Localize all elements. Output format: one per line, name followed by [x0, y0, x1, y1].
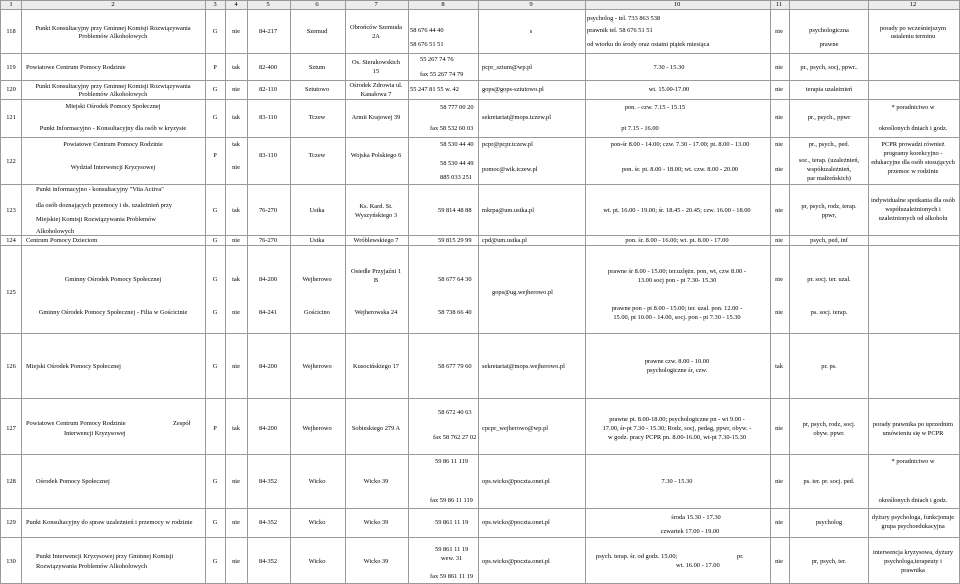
institution-name: Problemów Alkoholowych: [78, 91, 148, 98]
cell-hours: w godz. pracy PCPR pn. 8.00-16.00, wt-pt 7.30-15.30: [607, 434, 747, 441]
cell-fax: fax 59 861 11 19: [430, 573, 474, 580]
cell-type: G: [212, 86, 218, 93]
row-number: 120: [6, 86, 16, 93]
cell-zip: 84-241: [258, 309, 278, 316]
cell-hours: prawne czw. 8.00 - 10.00: [644, 358, 710, 365]
cell-hours: psycholog - tel. 733 863 538: [587, 15, 661, 22]
cell-notes: przemoc w rodzinie: [887, 168, 939, 175]
cell-zip: 76-270: [258, 207, 278, 214]
column-header: 2: [111, 1, 115, 8]
cell-email: pcpr_sztum@wp.pl: [482, 64, 533, 71]
cell-address: Osiedle Przyjaźni 1: [350, 268, 402, 275]
cell-zip: 84-217: [258, 28, 278, 35]
cell-zip: 76-270: [258, 237, 278, 244]
cell-phone: 59 86 11 119: [435, 458, 469, 465]
cell-address: Obrońców Szemuda: [350, 24, 402, 31]
cell-flag: nie: [232, 363, 240, 370]
cell-notes: współuzależnionych i: [885, 206, 941, 213]
grid-line-v: [789, 0, 790, 584]
institution-name: Powiatowe Centrum Pomocy Rodzinie: [63, 141, 163, 148]
column-header: 7: [374, 1, 378, 8]
cell-notes: porady po wcześniejszym: [879, 25, 947, 32]
institution-name: Powiatowe Centrum Pomocy Rodzinie: [26, 64, 126, 71]
cell-email: ops.wicko@poczta.onet.pl: [482, 519, 550, 526]
cell-flag: tak: [232, 114, 240, 121]
institution-name: Punkt Interwencji Kryzysowej przy Gminnej Komisji: [36, 553, 174, 560]
cell-type: G: [212, 114, 218, 121]
cell-email: ops.wicko@poczta.onet.pl: [482, 558, 550, 565]
cell-hours: psych. terap. śr. od godz. 15.00;: [596, 553, 678, 560]
cell-col10: nie: [775, 64, 783, 71]
cell-address: Wejherowska 24: [354, 309, 398, 316]
cell-zip: 84-200: [258, 276, 278, 283]
cell-notes: edukacyjne dla osób stosujących: [871, 159, 955, 166]
grid-line-h: [0, 398, 960, 399]
cell-flag: nie: [232, 478, 240, 485]
cell-notes: programy korekcyjno -: [883, 150, 943, 157]
cell-address: B: [373, 277, 379, 284]
cell-phone: 58 677 79 60: [438, 363, 472, 370]
cell-flag: nie: [232, 237, 240, 244]
cell-fax: fax 59 86 11 119: [430, 497, 473, 504]
grid-line-h: [0, 53, 960, 54]
cell-zip: 83-110: [259, 114, 277, 121]
cell-type: G: [212, 478, 218, 485]
cell-flag: nie: [232, 309, 240, 316]
cell-help-type: pr., psych., ppwr: [807, 114, 851, 121]
cell-email: gops@gops-sztutowo.pl: [482, 86, 544, 93]
column-header: 9: [529, 1, 533, 8]
row-number: 122: [6, 158, 16, 165]
cell-email: pcpr@pcpr.tczew.pl: [482, 141, 533, 148]
cell-col10: tak: [775, 363, 783, 370]
cell-help-type: soc., terap. (uzależnień,: [798, 157, 860, 164]
grid-line-v: [770, 0, 771, 584]
column-header: 4: [234, 1, 238, 8]
cell-fax: fax 58 762 27 02: [433, 434, 477, 441]
cell-notes: umówieniu się w PCPR: [882, 430, 944, 437]
institution-name: Miejski Ośrodek Pomocy Społecznej: [65, 103, 161, 110]
institution-name: Miejski Ośrodek Pomocy Społecznej: [26, 363, 121, 370]
cell-help-type: pr., psych, socj, ppwr..: [800, 64, 858, 71]
cell-address: 15: [372, 68, 380, 75]
cell-hours: wt. pt. 16.00 - 19.00; śr. 18.45 - 20.45; czw. 16.00 - 18.00: [603, 207, 751, 214]
cell-address: 2A: [372, 33, 380, 40]
cell-phone: 58 530 44 40: [440, 141, 474, 148]
cell-email: gops@ug.wejherowo.pl: [492, 289, 553, 296]
cell-address: Kusocińskiego 17: [353, 363, 399, 370]
grid-line-v: [225, 0, 226, 584]
cell-notes: określonych dniach i godz.: [878, 497, 948, 504]
cell-notes: prawnika: [901, 567, 925, 574]
cell-city: Wejherowo: [302, 425, 332, 432]
cell-phone: 55 247 81 55 w. 42: [410, 86, 459, 93]
cell-hours: 15.00, pt 10.00 - 14.00, socj. pon - pt 7.30 - 15.30: [613, 314, 741, 321]
row-number: 130: [6, 558, 16, 565]
institution-name: Alkoholowych: [36, 228, 74, 235]
column-header: 6: [315, 1, 319, 8]
cell-phone: 58 672 40 63: [438, 409, 472, 416]
cell-help-type: pr, psych, ter.: [811, 558, 847, 565]
cell-col10: nie: [775, 114, 783, 121]
cell-phone: 58 676 44 40: [410, 27, 444, 34]
cell-col10: nie: [775, 519, 783, 526]
cell-hours: prawne śr 8.00 - 15.00; ter.uzlężn. pon, wt, czw 8.00 -: [608, 268, 746, 275]
cell-help-type: pr. ps.: [821, 363, 837, 370]
cell-help-type: psycholog: [815, 519, 843, 526]
cell-notes: * poradnictwo w: [891, 104, 935, 111]
cell-notes: porady prawnika po uprzednim: [872, 421, 954, 428]
cell-flag: nie: [232, 164, 240, 171]
cell-help-type: prawne: [819, 41, 839, 48]
institution-name: Ośrodek Pomocy Społecznej: [36, 478, 110, 485]
cell-city: Wejherowo: [302, 276, 332, 283]
grid-line-h: [0, 508, 960, 509]
cell-address: Os. Sierakowskich: [352, 59, 400, 66]
institution-name: Gminny Ośrodek Pomocy Społecznej - Filia w Gościcinie: [38, 309, 188, 316]
cell-type: G: [212, 28, 218, 35]
cell-address: Sobieskiego 279 A: [351, 425, 401, 432]
cell-zip: 84-352: [258, 519, 278, 526]
grid-line-h: [0, 333, 960, 334]
cell-address: Ks. Kard. St.: [359, 203, 393, 210]
cell-email: sekretariat@mops.tczew.pl: [482, 114, 551, 121]
institution-name-extra: Zespół: [173, 420, 191, 427]
grid-line-v: [21, 0, 22, 584]
cell-hours: wt. 16.00 - 17.00: [676, 562, 720, 569]
cell-type: G: [212, 519, 218, 526]
cell-phone: 58 677 64 30: [438, 276, 472, 283]
institution-name: Punkt Konsultacyjny przy Gminnej Komisji Rozwiązywania: [35, 25, 191, 32]
cell-city: Ustka: [309, 207, 325, 214]
institution-name: Punkt Konsultacyjny do spraw uzależnień i przemocy w rodzinie: [26, 519, 193, 526]
grid-line-h: [0, 99, 960, 100]
cell-phone: 59 861 11 19: [435, 546, 469, 553]
cell-address: Ośrodek Zdrowia ul.: [349, 82, 403, 89]
cell-hours: od wtorku do środy oraz ostatni piątek miesiąca: [587, 41, 710, 48]
institution-name: Punkt Konsultacyjny przy Gminnej Komisji Rozwiązywania: [35, 83, 191, 90]
institution-name: Powiatowe Centrum Pomocy Rodzinie: [26, 420, 126, 427]
cell-phone: 58 777 00 20: [440, 104, 474, 111]
cell-type: G: [212, 276, 218, 283]
institution-name: Punkt informacyjno - konsultacyjny "Vita Activa": [36, 186, 164, 193]
cell-hours: pon. - czw. 7.15 - 15.15: [624, 104, 686, 111]
grid-line-v: [868, 0, 869, 584]
cell-address: Kanałowa 7: [360, 91, 392, 98]
cell-help-type: ps. ter. pr. socj. ped.: [803, 478, 855, 485]
cell-flag: tak: [232, 64, 240, 71]
cell-help-type: pr, psych, rodz, socj.: [802, 421, 856, 428]
cell-type: G: [212, 237, 218, 244]
cell-zip: 84-200: [258, 425, 278, 432]
institution-name: Wydział Interwencji Kryzysowej: [70, 164, 156, 171]
cell-notes: grupa psychoedukacyjna: [881, 523, 945, 530]
cell-city: Wejherowo: [302, 363, 332, 370]
cell-col10: nie: [775, 237, 783, 244]
grid-line-v: [0, 0, 1, 584]
cell-email: pomoc@wik.tczew.pl: [482, 166, 538, 173]
cell-city: Sztum: [308, 64, 326, 71]
institution-name: Interwencji Kryzysowej: [64, 430, 126, 437]
cell-notes: interwencja kryzysowa, dyżury: [872, 549, 954, 556]
cell-col10: nie: [775, 478, 783, 485]
cell-email: s: [529, 28, 533, 35]
cell-address: Wyszyńskiego 3: [354, 212, 398, 219]
cell-help-type: obyw. ppwr.: [813, 430, 845, 437]
cell-hours: czwartek 17.00 - 19.00: [660, 528, 720, 535]
cell-help-type: ppwr,: [821, 212, 837, 219]
cell-notes: * poradnictwo w: [891, 458, 935, 465]
institution-name: Centrum Pomocy Dzieciom: [26, 237, 98, 244]
grid-line-v: [247, 0, 248, 584]
cell-phone: 885 033 251: [440, 174, 472, 181]
cell-city: Szemud: [306, 28, 328, 35]
cell-hours: psychologiczne śr, czw.: [646, 367, 708, 374]
cell-phone: 55 267 74 76: [420, 56, 454, 63]
cell-phone: 58 738 66 40: [438, 309, 472, 316]
grid-line-h: [0, 245, 960, 246]
cell-help-type: par małżeńskich): [807, 175, 851, 182]
cell-city: Gościcino: [304, 309, 330, 316]
cell-hours: środa 15.30 - 17.30: [671, 514, 721, 521]
cell-email: sekretariat@mops.wejherowo.pl: [482, 363, 565, 370]
cell-col10: nie: [775, 141, 783, 148]
cell-phone: 58 530 44 49: [440, 160, 474, 167]
cell-type: G: [212, 207, 218, 214]
cell-flag: tak: [232, 276, 240, 283]
grid-line-v: [585, 0, 586, 584]
cell-phone: wew. 31: [441, 555, 463, 562]
column-header: 10: [673, 1, 681, 8]
cell-city: Wicko: [308, 478, 326, 485]
cell-flag: tak: [232, 425, 240, 432]
cell-col10: nie: [775, 276, 783, 283]
cell-notes: psychologa,terapeuty i: [884, 558, 942, 565]
cell-zip: 82-110: [259, 86, 277, 93]
cell-flag: nie: [232, 28, 240, 35]
grid-line-h: [0, 537, 960, 538]
cell-zip: 83-110: [259, 152, 277, 159]
grid-line-v: [290, 0, 291, 584]
cell-city: Ustka: [309, 237, 325, 244]
cell-notes: określonych dniach i godz.: [878, 125, 948, 132]
cell-flag: nie: [232, 558, 240, 565]
cell-flag: nie: [232, 86, 240, 93]
cell-col10: nie: [775, 166, 783, 173]
cell-hours: pon. śr. pt. 8.00 - 18.00; wt. czw. 8.00 - 20.00: [621, 166, 739, 173]
cell-hours: 7.30 - 15.30: [661, 478, 693, 485]
cell-type: G: [212, 558, 218, 565]
cell-notes: PCPR prowadzi również: [881, 141, 945, 148]
cell-address: Wróblewskiego 7: [353, 237, 399, 244]
institution-name: dla osób doznających przemocy i ds. uzależnień przy: [36, 202, 172, 209]
cell-phone: 59 861 11 19: [435, 519, 469, 526]
cell-email: cpd@um.ustka.pl: [482, 237, 527, 244]
grid-line-v: [345, 0, 346, 584]
institution-name: Miejskiej Komisji Rozwiązywania Problemów: [36, 216, 156, 223]
row-number: 118: [6, 28, 16, 35]
cell-hours: pon. śr. 8.00 - 16.00; wt. pt. 8.00 - 17.00: [625, 237, 729, 244]
grid-line-h: [0, 137, 960, 138]
cell-help-type: współuzależnień,: [806, 166, 852, 173]
cell-col10: nie: [775, 28, 783, 35]
cell-city: Sztutowo: [304, 86, 330, 93]
cell-hours: pon-śr 8.00 - 14.00; czw. 7.30 - 17.00; pt. 8.00 - 13.00: [610, 141, 750, 148]
column-header-band: [0, 0, 960, 9]
cell-flag: nie: [232, 519, 240, 526]
column-header: 5: [266, 1, 270, 8]
cell-email: cpcpr_wejherowo@wp.pl: [482, 425, 549, 432]
cell-phone: 59 814 48 88: [438, 207, 472, 214]
row-number: 128: [6, 478, 16, 485]
cell-zip: 84-200: [258, 363, 278, 370]
column-header: 3: [213, 1, 217, 8]
cell-city: Tczew: [308, 114, 326, 121]
cell-hours: pr.: [737, 553, 744, 560]
grid-line-v: [205, 0, 206, 584]
cell-flag: tak: [232, 207, 240, 214]
cell-help-type: pr, psych, rodz, terap.: [801, 203, 857, 210]
cell-help-type: terapia uzależnień: [805, 86, 853, 93]
row-number: 124: [6, 237, 16, 244]
row-number: 123: [6, 207, 16, 214]
cell-hours: wt. 15.00-17.00: [648, 86, 690, 93]
cell-flag: tak: [232, 141, 240, 148]
row-number: 121: [6, 114, 16, 121]
row-number: 119: [6, 64, 16, 71]
grid-line-v: [478, 0, 479, 584]
cell-zip: 84-352: [258, 478, 278, 485]
cell-fax: fax 58 532 60 03: [430, 125, 474, 132]
cell-type: P: [213, 425, 217, 432]
cell-col10: nie: [775, 207, 783, 214]
institution-name: Gminny Ośrodek Pomocy Społecznej: [64, 276, 162, 283]
cell-col10: nie: [775, 558, 783, 565]
cell-hours: prawne pon - pt 8.00 - 15.00; ter. uzal. pon. 12.00 -: [611, 305, 743, 312]
grid-line-v: [408, 0, 409, 584]
cell-zip: 84-352: [258, 558, 278, 565]
cell-address: Wojska Polskiego 6: [350, 152, 402, 159]
column-header: 8: [441, 1, 445, 8]
grid-line-h: [0, 235, 960, 236]
cell-city: Wicko: [308, 519, 326, 526]
cell-phone: 59 815 29 99: [438, 237, 472, 244]
row-number: 129: [6, 519, 16, 526]
grid-line-h: [0, 454, 960, 455]
grid-line-h: [0, 80, 960, 81]
cell-address: Wicko 39: [363, 478, 389, 485]
cell-zip: 82-400: [258, 64, 278, 71]
cell-address: Wicko 39: [363, 558, 389, 565]
row-number: 126: [6, 363, 16, 370]
cell-notes: indywidualne spotkania dla osób: [871, 197, 955, 204]
cell-email: mkrpa@um.ustka.pl: [482, 207, 535, 214]
cell-help-type: ps. socj. terap.: [810, 309, 848, 316]
cell-notes: ustaleniu terminu: [890, 33, 936, 40]
cell-address: Wicko 39: [363, 519, 389, 526]
cell-hours: prawne pt. 8.00-18.00; psychologiczne pn - wt 9.00 -: [609, 416, 745, 423]
cell-help-type: pr., psych., ped.: [808, 141, 850, 148]
cell-address: Armii Krajowej 39: [351, 114, 401, 121]
grid-line-h: [0, 9, 960, 10]
cell-help-type: psych, ped, inf: [810, 237, 848, 244]
cell-help-type: pr. socj. ter. uzal.: [807, 276, 851, 283]
institution-name: Punkt Informacyjno - Konsultacyjny dla osób w kryzysie: [39, 125, 187, 132]
cell-city: Wicko: [308, 558, 326, 565]
cell-hours: prawnik tel. 58 676 51 51: [587, 27, 653, 34]
institution-name: Problemów Alkoholowych: [78, 33, 148, 40]
cell-fax: fax 55 267 74 79: [420, 71, 464, 78]
cell-city: Tczew: [308, 152, 326, 159]
cell-col10: nie: [775, 309, 783, 316]
cell-col10: nie: [775, 86, 783, 93]
column-header: 1: [9, 1, 13, 8]
row-number: 125: [6, 289, 16, 296]
grid-line-h: [0, 184, 960, 185]
column-header: 12: [909, 1, 917, 8]
cell-help-type: psychologiczna: [809, 27, 849, 34]
cell-notes: uzależnionych od alkoholu: [878, 215, 948, 222]
grid-line-h: [0, 0, 960, 1]
cell-type: G: [212, 309, 218, 316]
cell-hours: pt 7.15 - 16.00: [621, 125, 659, 132]
institution-name: Rozwiązywania Problemów Alkoholowych: [36, 563, 148, 570]
cell-type: P: [213, 64, 217, 71]
row-number: 127: [6, 425, 16, 432]
column-header: 11: [775, 1, 783, 8]
cell-type: G: [212, 363, 218, 370]
cell-col10: nie: [775, 425, 783, 432]
cell-hours: 7.30 - 15.30: [653, 64, 685, 71]
cell-email: ops.wicko@poczta.onet.pl: [482, 478, 550, 485]
cell-type: P: [213, 152, 217, 159]
cell-phone: 58 676 51 51: [410, 41, 444, 48]
cell-notes: dyżury psychologa, funkcjonuje: [871, 514, 955, 521]
cell-hours: 17.00, śr-pt 7.30 - 15.30; Rodz, socj, pedag, ppwr, obyw. -: [602, 425, 752, 432]
cell-hours: 13.00 socj pon - pt 7.30- 15.30: [637, 277, 717, 284]
